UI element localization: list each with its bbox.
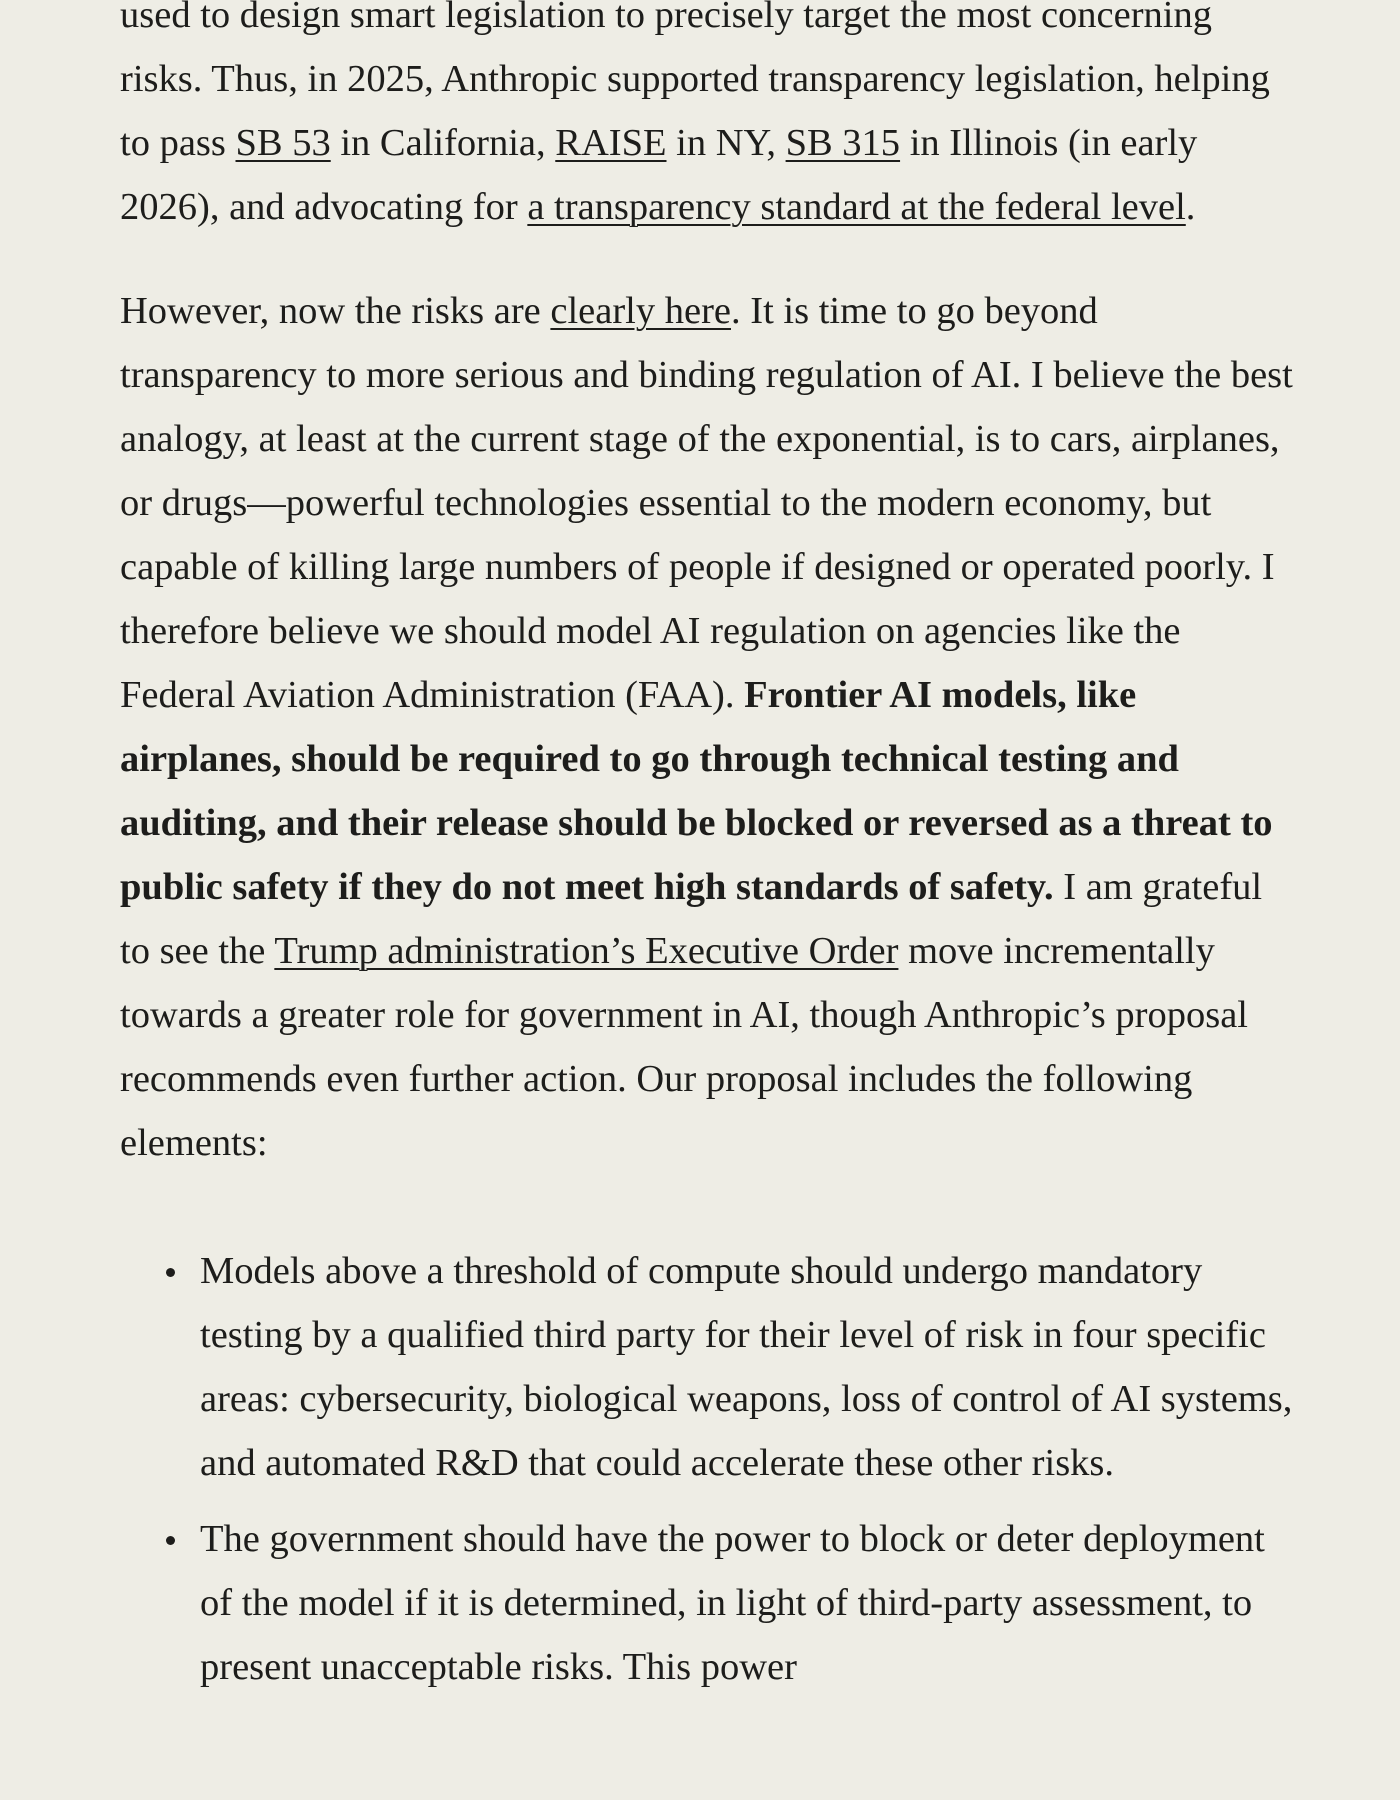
proposal-list	[120, 1215, 1300, 1699]
paragraph-text: in California,	[330, 122, 556, 164]
link-raise[interactable]: RAISE	[555, 122, 667, 164]
paragraph-text: in Illinois (in early 2026), and advocating for	[120, 122, 1198, 228]
paragraph-text: in NY,	[666, 122, 786, 164]
paragraph-text: . It is time to go beyond transparency to more serious and binding regulation of AI. I believe the best analogy, at least at the current stage of the exponential, is to cars, airplanes, or drugs—powerful technologies essential to the modern economy, but capable of killing large numbers of people if designed or operated poorly. I therefore believe we should model AI regulation on agencies like the Federal Aviation Administration (FAA).	[120, 290, 1293, 716]
paragraph-text: move incrementally towards a greater role for government in AI, though Anthropic’s proposal recommends even further action. Our proposal includes the following elements:	[120, 930, 1248, 1164]
link-executive-order[interactable]: Trump administration’s Executive Order	[274, 930, 899, 972]
link-sb-315[interactable]: SB 315	[785, 122, 901, 164]
paragraph-text: I am grateful to see the	[120, 866, 1263, 972]
bold-emphasis: Frontier AI models, like airplanes, should be required to go through technical testing and auditing, and their release should be blocked or reversed as a threat to public safety if they do not meet high standards of safety.	[120, 674, 1273, 908]
paragraph-binding-regulation	[120, 279, 1300, 1175]
link-sb-53[interactable]: SB 53	[235, 122, 331, 164]
article-body	[120, 0, 1300, 1711]
paragraph-text: However, now the risks are	[120, 290, 551, 332]
list-item: Models above a threshold of compute should undergo mandatory testing by a qualified third party for their level of risk in four specific areas: cybersecurity, biological weapons, loss of control of AI systems, and automated R&D that could accelerate these other risks.	[200, 1239, 1300, 1495]
paragraph-text: .	[1185, 186, 1196, 228]
link-clearly-here[interactable]: clearly here	[550, 290, 731, 332]
link-federal-transparency-standard[interactable]: a transparency standard at the federal level	[527, 186, 1186, 228]
list-item: The government should have the power to block or deter deployment of the model if it is determined, in light of third-party assessment, to present unacceptable risks. This power	[200, 1507, 1300, 1699]
paragraph-text: used to design smart legislation to precisely target the most concerning risks. Thus, in 2025, Anthropic supported transparency legislation, helping to pass	[120, 0, 1270, 164]
paragraph-transparency-legislation	[120, 0, 1300, 239]
